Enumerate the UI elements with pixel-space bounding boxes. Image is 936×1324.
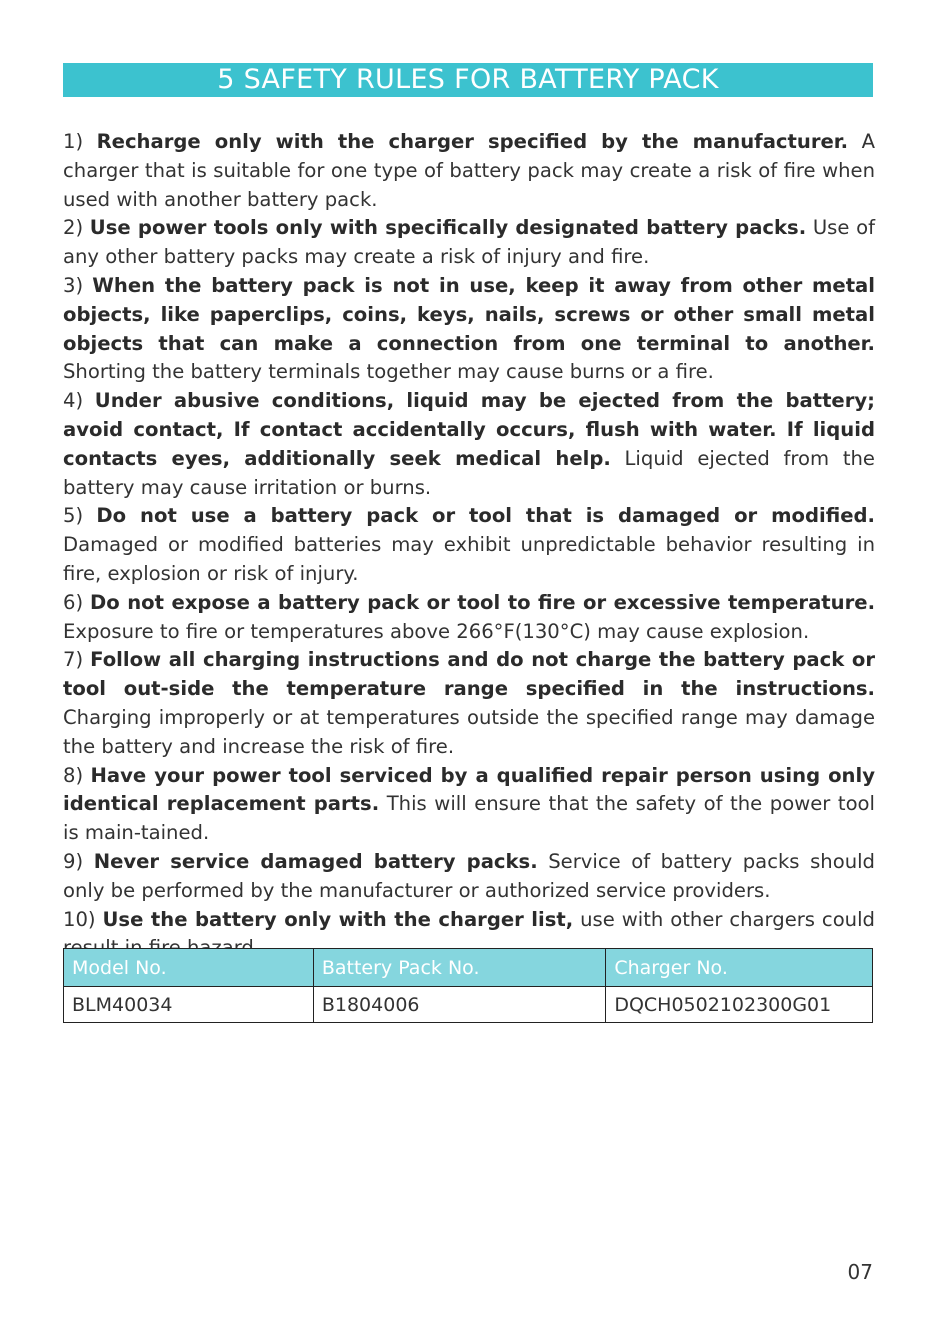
safety-rules-list	[63, 128, 875, 963]
rule-item	[63, 214, 875, 272]
rule-number: 8)	[63, 763, 91, 787]
rule-number: 3)	[63, 273, 93, 297]
rule-text: This will ensure that the safety of the power tool is main-tained.	[63, 792, 875, 845]
rule-item	[63, 387, 875, 502]
rule-heading: Have your power tool serviced by a qualified repair person using only identical replacement parts.	[63, 763, 875, 816]
rule-text: Exposure to fire or temperatures above 266°F(130°C) may cause explosion.	[63, 619, 810, 643]
rule-item	[63, 128, 875, 214]
rule-heading: Under abusive conditions, liquid may be ejected from the battery; avoid contact, If contact accidentally occurs, flush with water. If liquid contacts eyes, additionally seek medical help.	[63, 389, 875, 470]
cell-model-number: BLM40034	[64, 987, 314, 1023]
rule-heading: Follow all charging instructions and do not charge the battery pack or tool out-side the temperature range specified in the instructions.	[63, 648, 876, 701]
column-header-charger: Charger No.	[606, 949, 873, 987]
rule-heading: Do not expose a battery pack or tool to fire or excessive temperature.	[90, 590, 876, 614]
rule-item	[63, 502, 875, 588]
rule-number: 6)	[63, 590, 91, 614]
rule-text: Damaged or modified batteries may exhibit unpredictable behavior resulting in fire, explosion or risk of injury.	[63, 533, 875, 585]
cell-battery-pack-number: B1804006	[313, 987, 605, 1023]
rule-item	[63, 848, 875, 906]
column-header-model: Model No.	[64, 949, 314, 987]
rule-number: 4)	[63, 389, 95, 413]
table-row	[64, 987, 873, 1023]
rule-text: Charging improperly or at temperatures outside the specified range may damage the battery and increase the risk of fire.	[63, 705, 875, 758]
column-header-battery-pack: Battery Pack No.	[313, 949, 605, 987]
rule-item	[63, 762, 875, 848]
rule-item	[63, 272, 875, 387]
rule-number: 9)	[63, 849, 94, 873]
rule-number: 10)	[63, 907, 103, 931]
rule-text: Service of battery packs should only be performed by the manufacturer or authorized service providers.	[63, 849, 875, 902]
rule-number: 7)	[63, 648, 91, 672]
page-number: 07	[847, 1260, 873, 1284]
rule-number: 2)	[63, 216, 90, 240]
rule-text: Shorting the battery terminals together may cause burns or a fire.	[63, 360, 714, 384]
table-header-row	[64, 949, 873, 987]
rule-heading: Do not use a battery pack or tool that is damaged or modified.	[96, 504, 875, 528]
rule-text: Liquid ejected from the battery may cause irritation or burns.	[63, 446, 875, 499]
rule-item	[63, 589, 875, 647]
rule-item	[63, 646, 875, 761]
rule-text: A charger that is suitable for one type of battery pack may create a risk of fire when used with another battery pack.	[63, 130, 875, 211]
rule-text: Use of any other battery packs may create a risk of injury and fire.	[63, 216, 876, 269]
cell-charger-number: DQCH0502102300G01	[606, 987, 873, 1023]
spec-table	[63, 948, 873, 1023]
rule-number: 1)	[63, 130, 97, 153]
rule-heading: When the battery pack is not in use, keep it away from other metal objects, like paperclips, coins, keys, nails, screws or other small metal objects that can make a connection from one terminal to another.	[63, 273, 875, 355]
rule-heading: Use power tools only with specifically designated battery packs.	[89, 216, 807, 240]
section-title-bar	[63, 63, 873, 97]
rule-heading: Never service damaged battery packs.	[93, 849, 538, 873]
rule-heading: Use the battery only with the charger list,	[102, 907, 574, 931]
rule-number: 5)	[63, 504, 97, 528]
section-title: 5 SAFETY RULES FOR BATTERY PACK	[217, 64, 719, 95]
rule-heading: Recharge only with the charger specified by the manufacturer.	[96, 130, 849, 153]
rule-text: use with other chargers could	[580, 907, 875, 931]
